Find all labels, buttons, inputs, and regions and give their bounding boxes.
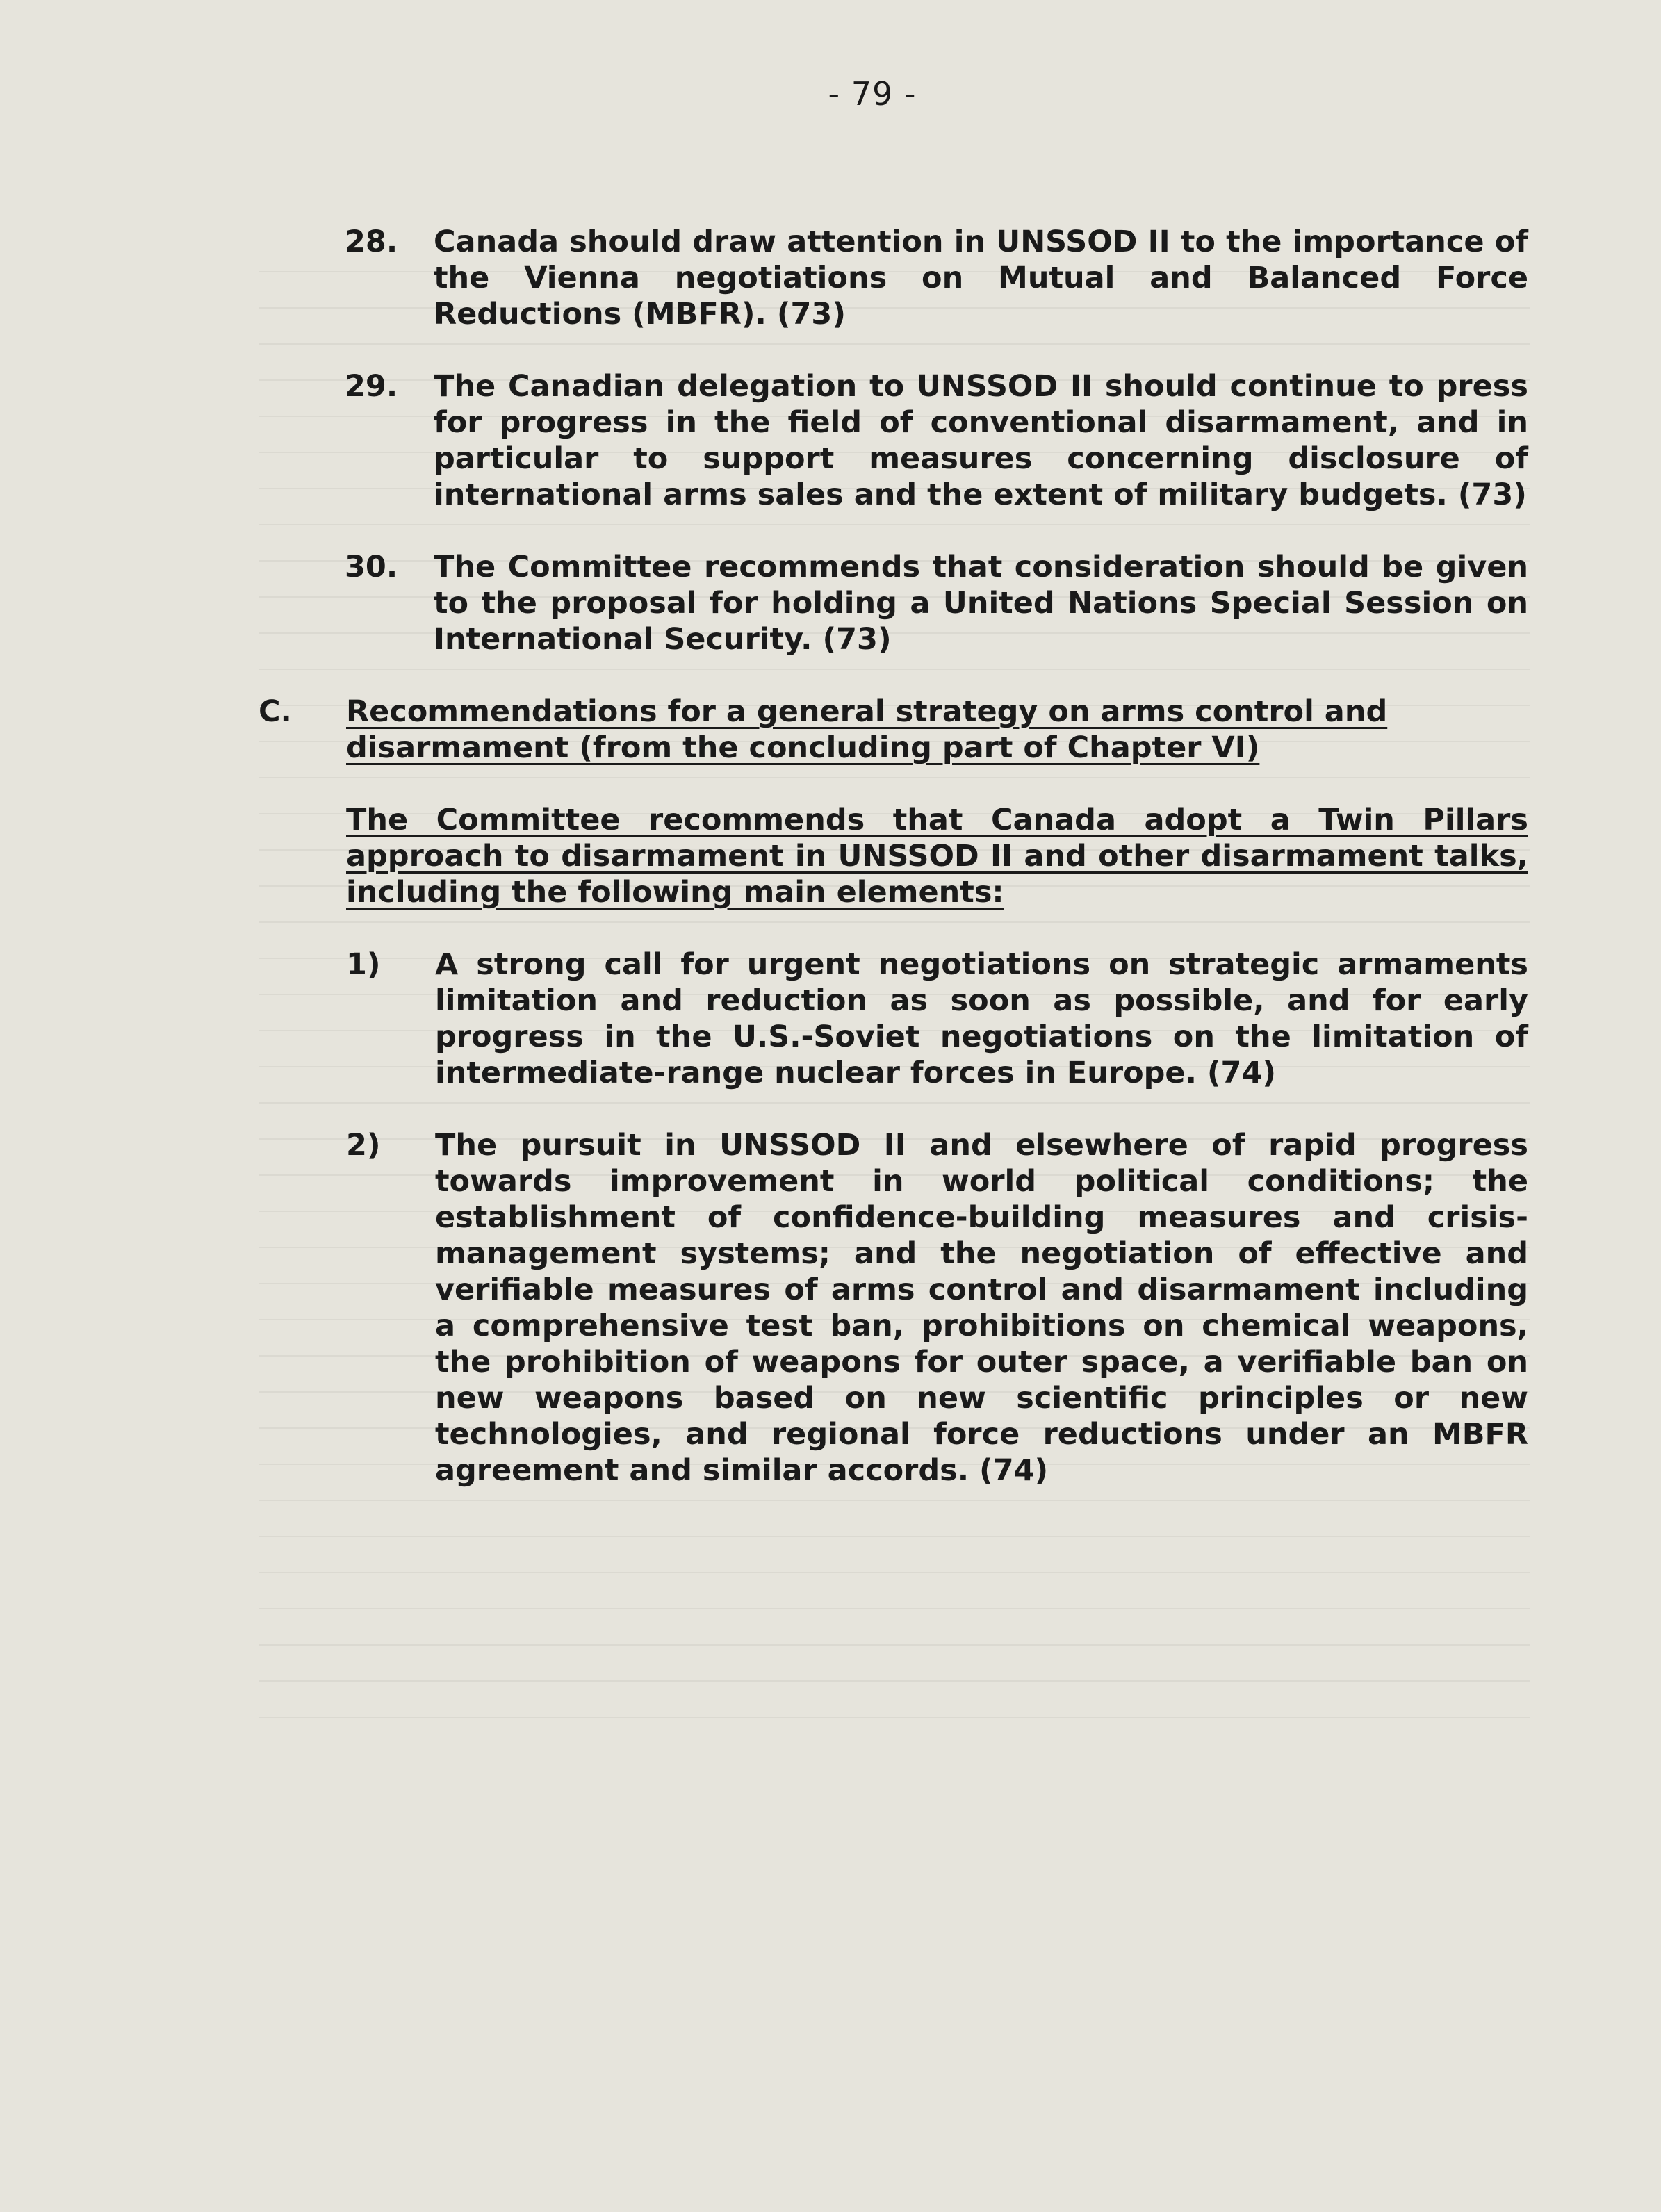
section-c bbox=[259, 694, 1528, 1489]
item-number: 30. bbox=[345, 550, 398, 584]
section-body bbox=[346, 694, 1528, 1489]
item-text: The Committee recommends that consideration should be given to the proposal for holding a United Nations Special Session on International Security. (73) bbox=[434, 550, 1528, 657]
sub-item-number: 1) bbox=[346, 947, 381, 982]
section-letter: C. bbox=[259, 694, 292, 729]
sub-item-text: A strong call for urgent negotiations on strategic armaments limitation and reduction as soon as possible, and for early progress in the U.S.-Soviet negotiations on the limitation of intermediate-range nuclear forces in Europe. (74) bbox=[435, 947, 1528, 1090]
page-content bbox=[259, 224, 1528, 1489]
recommendation-item-30 bbox=[259, 549, 1528, 657]
recommendation-item-28 bbox=[259, 224, 1528, 332]
twin-pillars-recommendation: The Committee recommends that Canada adopt a Twin Pillars approach to disarmament in UNSSOD II and other disarmament talks, including the following main elements: bbox=[346, 803, 1528, 910]
sub-item-text: The pursuit in UNSSOD II and elsewhere of rapid progress towards improvement in world political conditions; the establishment of confidence-building measures and crisis-management systems; and the negotiation of effective and verifiable measures of arms control and disarmament including a comprehensive test ban, prohibitions on chemical weapons, the prohibition of weapons for outer space, a verifiable ban on new weapons based on new scientific principles or new technologies, and regional force reductions under an MBFR agreement and similar accords. (74) bbox=[435, 1128, 1528, 1488]
item-number: 29. bbox=[345, 369, 398, 404]
section-heading: Recommendations for a general strategy on arms control and disarmament (from the concluding part of Chapter VI) bbox=[346, 694, 1388, 765]
sub-item-1 bbox=[346, 947, 1528, 1091]
sub-item-number: 2) bbox=[346, 1128, 381, 1163]
item-number: 28. bbox=[345, 224, 398, 259]
item-text: Canada should draw attention in UNSSOD II to the importance of the Vienna negotiations on Mutual and Balanced Force Reductions (MBFR). (73) bbox=[434, 224, 1528, 331]
item-text: The Canadian delegation to UNSSOD II should continue to press for progress in the field of conventional disarmament, and in particular to support measures concerning disclosure of international arms sales and the extent of military budgets. (73) bbox=[434, 369, 1528, 512]
sub-item-2 bbox=[346, 1127, 1528, 1489]
recommendation-item-29 bbox=[259, 368, 1528, 513]
page-number: - 79 - bbox=[828, 75, 917, 113]
